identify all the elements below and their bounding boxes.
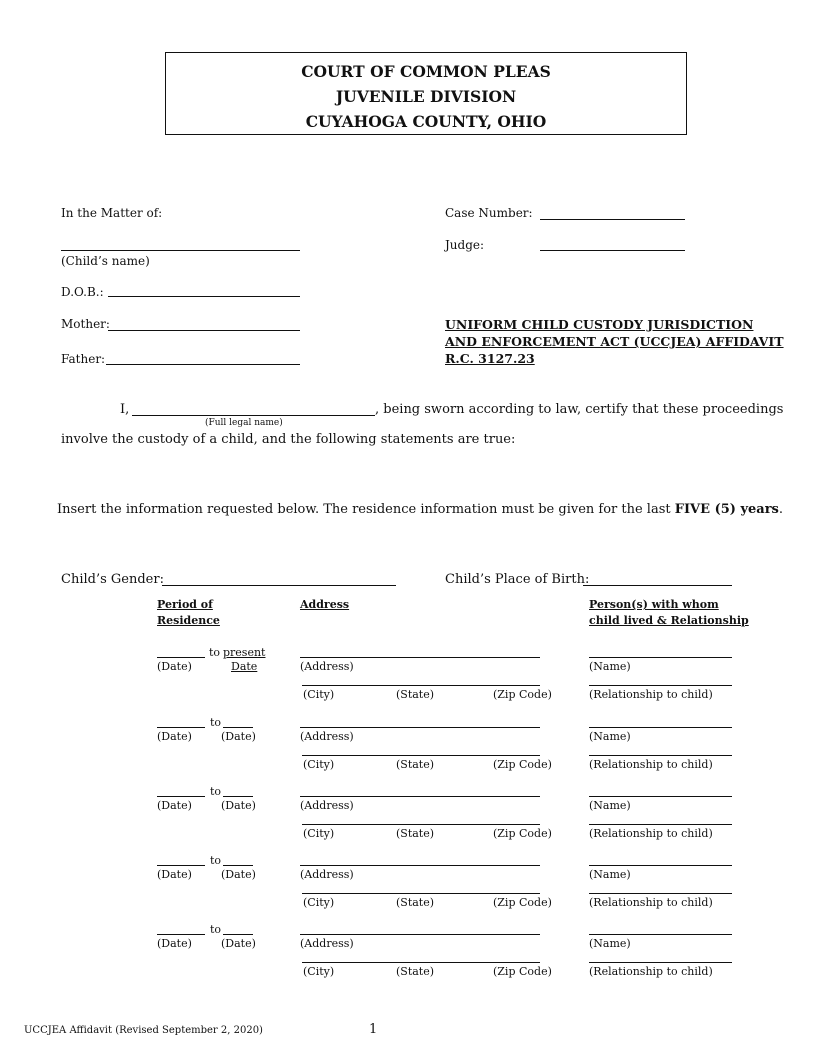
- address-header: Address: [300, 598, 350, 611]
- to-date-label: (Date): [221, 799, 256, 812]
- judge-label: Judge:: [445, 238, 485, 252]
- relationship-field[interactable]: [589, 824, 732, 825]
- to-date-field[interactable]: [223, 934, 253, 935]
- to-label: to: [209, 646, 221, 659]
- instructions: [57, 502, 783, 517]
- child-gender-label: Child’s Gender:: [61, 572, 164, 587]
- relationship-label: (Relationship to child): [589, 688, 713, 701]
- full-legal-name-field[interactable]: [132, 415, 375, 416]
- from-date-label: (Date): [157, 799, 192, 812]
- relationship-field[interactable]: [589, 962, 732, 963]
- city-state-zip-field[interactable]: [302, 824, 540, 825]
- city-label: (City): [303, 688, 335, 701]
- from-date-field[interactable]: [157, 865, 205, 866]
- address-label: (Address): [300, 660, 354, 673]
- to-label: to: [210, 854, 222, 867]
- child-birthplace-label: Child’s Place of Birth:: [445, 572, 590, 587]
- address-field[interactable]: [300, 796, 540, 797]
- child-name-label: (Child’s name): [61, 254, 150, 268]
- address-label: (Address): [300, 730, 354, 743]
- in-matter-of-label: In the Matter of:: [61, 206, 163, 220]
- address-field[interactable]: [300, 865, 540, 866]
- name-label: (Name): [589, 868, 631, 881]
- city-state-zip-field[interactable]: [302, 962, 540, 963]
- name-field[interactable]: [589, 727, 732, 728]
- address-field[interactable]: [300, 934, 540, 935]
- oath-line2: involve the custody of a child, and the following statements are true:: [61, 432, 516, 447]
- to-date-field[interactable]: [223, 796, 253, 797]
- from-date-field[interactable]: [157, 727, 205, 728]
- from-date-field[interactable]: [157, 657, 205, 658]
- court-header: [165, 52, 687, 135]
- from-date-label: (Date): [157, 937, 192, 950]
- court-name: COURT OF COMMON PLEAS: [301, 62, 551, 81]
- name-field[interactable]: [589, 934, 732, 935]
- to-date-label: Date: [231, 660, 258, 673]
- state-label: (State): [396, 965, 435, 978]
- name-label: (Name): [589, 730, 631, 743]
- oath-suffix: , being sworn according to law, certify that these proceedings: [375, 402, 784, 417]
- judge-field[interactable]: [540, 250, 685, 251]
- relationship-label: (Relationship to child): [589, 827, 713, 840]
- relationship-field[interactable]: [589, 755, 732, 756]
- county-name: CUYAHOGA COUNTY, OHIO: [305, 112, 547, 131]
- from-date-label: (Date): [157, 660, 192, 673]
- name-field[interactable]: [589, 865, 732, 866]
- name-label: (Name): [589, 660, 631, 673]
- to-date-field[interactable]: [223, 865, 253, 866]
- city-state-zip-field[interactable]: [302, 685, 540, 686]
- zip-label: (Zip Code): [493, 827, 552, 840]
- to-date-field[interactable]: [223, 727, 253, 728]
- city-label: (City): [303, 965, 335, 978]
- city-state-zip-field[interactable]: [302, 755, 540, 756]
- to-date-label: (Date): [221, 937, 256, 950]
- zip-label: (Zip Code): [493, 758, 552, 771]
- instructions-emphasis: FIVE (5) years: [674, 502, 779, 517]
- relationship-field[interactable]: [589, 685, 732, 686]
- city-state-zip-field[interactable]: [302, 893, 540, 894]
- child-birthplace-field[interactable]: [583, 585, 732, 586]
- division-name: JUVENILE DIVISION: [335, 87, 517, 106]
- form-title-statute: R.C. 3127.23: [445, 351, 535, 366]
- state-label: (State): [396, 758, 435, 771]
- instructions-end: .: [778, 502, 784, 517]
- persons-header-line2: child lived & Relationship: [589, 614, 749, 627]
- city-label: (City): [303, 896, 335, 909]
- zip-label: (Zip Code): [493, 896, 552, 909]
- father-label: Father:: [61, 352, 106, 366]
- zip-label: (Zip Code): [493, 688, 552, 701]
- from-date-label: (Date): [157, 730, 192, 743]
- address-field[interactable]: [300, 657, 540, 658]
- relationship-field[interactable]: [589, 893, 732, 894]
- from-date-field[interactable]: [157, 934, 205, 935]
- to-label: to: [210, 716, 222, 729]
- city-label: (City): [303, 827, 335, 840]
- name-field[interactable]: [589, 796, 732, 797]
- footer-revision: UCCJEA Affidavit (Revised September 2, 2020): [24, 1025, 263, 1036]
- name-label: (Name): [589, 799, 631, 812]
- mother-field[interactable]: [108, 330, 300, 331]
- to-label: to: [210, 785, 222, 798]
- oath-prefix: I,: [120, 402, 130, 417]
- mother-label: Mother:: [61, 317, 110, 331]
- instructions-text: Insert the information requested below. The residence information must be given for the last: [57, 502, 675, 517]
- case-number-field[interactable]: [540, 219, 685, 220]
- to-date-label: (Date): [221, 868, 256, 881]
- name-field[interactable]: [589, 657, 732, 658]
- address-label: (Address): [300, 799, 354, 812]
- address-label: (Address): [300, 868, 354, 881]
- state-label: (State): [396, 896, 435, 909]
- address-field[interactable]: [300, 727, 540, 728]
- relationship-label: (Relationship to child): [589, 965, 713, 978]
- address-label: (Address): [300, 937, 354, 950]
- from-date-label: (Date): [157, 868, 192, 881]
- period-header-line1: Period of: [157, 598, 213, 611]
- form-title-line1: UNIFORM CHILD CUSTODY JURISDICTION: [445, 317, 754, 332]
- zip-label: (Zip Code): [493, 965, 552, 978]
- child-gender-field[interactable]: [162, 585, 396, 586]
- state-label: (State): [396, 688, 435, 701]
- case-number-label: Case Number:: [445, 206, 533, 220]
- state-label: (State): [396, 827, 435, 840]
- relationship-label: (Relationship to child): [589, 758, 713, 771]
- period-header-line2: Residence: [157, 614, 220, 627]
- child-name-field[interactable]: [61, 250, 300, 251]
- father-field[interactable]: [106, 364, 300, 365]
- to-date-label: (Date): [221, 730, 256, 743]
- full-legal-name-label: (Full legal name): [205, 418, 283, 428]
- dob-field[interactable]: [108, 296, 300, 297]
- page-number: 1: [369, 1022, 378, 1037]
- form-title-line2: AND ENFORCEMENT ACT (UCCJEA) AFFIDAVIT: [445, 334, 784, 349]
- persons-header-line1: Person(s) with whom: [589, 598, 719, 611]
- to-label: to: [210, 923, 222, 936]
- name-label: (Name): [589, 937, 631, 950]
- city-label: (City): [303, 758, 335, 771]
- dob-label: D.O.B.:: [61, 285, 104, 299]
- present-label: present: [223, 646, 266, 659]
- relationship-label: (Relationship to child): [589, 896, 713, 909]
- from-date-field[interactable]: [157, 796, 205, 797]
